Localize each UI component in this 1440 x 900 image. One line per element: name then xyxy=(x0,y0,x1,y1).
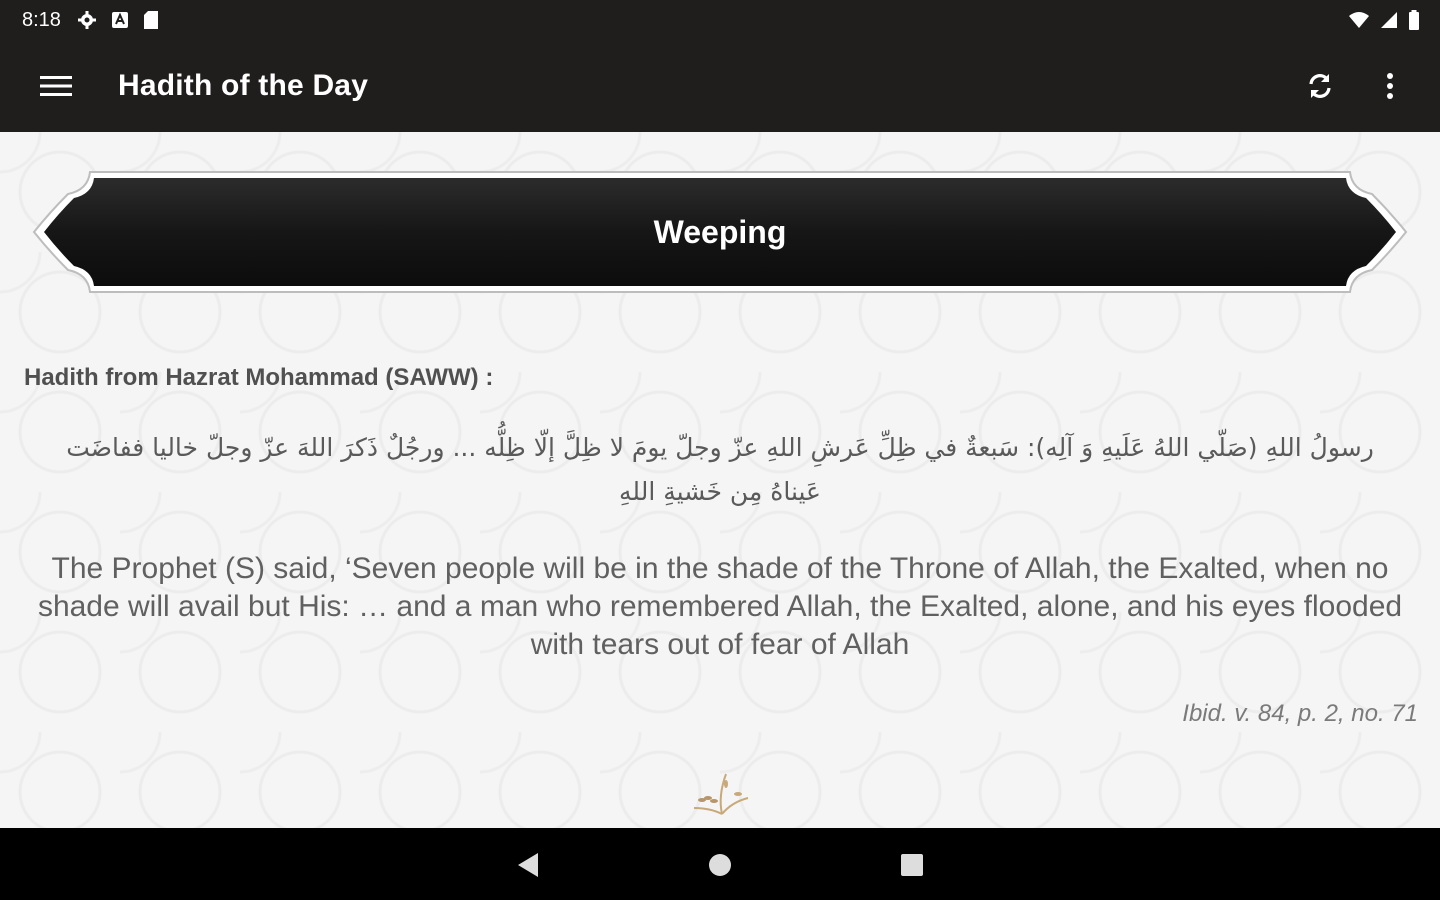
sd-card-icon xyxy=(143,10,159,30)
nav-back-button[interactable] xyxy=(512,848,546,882)
notification-a-icon xyxy=(111,11,129,29)
reference-citation: Ibid. v. 84, p. 2, no. 71 xyxy=(1182,700,1418,727)
system-navigation-bar xyxy=(0,828,1440,900)
nav-home-button[interactable] xyxy=(703,848,737,882)
narrator-label: Hadith from Hazrat Mohammad (SAWW) : xyxy=(24,364,494,391)
app-title: Hadith of the Day xyxy=(118,69,369,102)
battery-icon xyxy=(1408,10,1420,30)
back-triangle-icon xyxy=(516,851,542,879)
app-bar xyxy=(0,40,1440,132)
cell-signal-icon xyxy=(1380,11,1398,29)
hamburger-menu-icon xyxy=(40,74,72,98)
topic-banner xyxy=(30,168,1410,296)
status-time: 8:18 xyxy=(22,8,61,31)
hadith-content xyxy=(0,132,1440,828)
overflow-menu-button[interactable] xyxy=(1370,66,1410,106)
menu-button[interactable] xyxy=(36,66,76,106)
arabic-text: رسولُ اللهِ (صَلّي اللهُ عَلَيهِ وَ آلِه): سَبعةٌ في ظِلِّ عَرشِ اللهِ عزّ وجلّ يومَ لا ظِلَّ إلّا ظِلُّه ... ورجُلٌ ذَكرَ اللهَ عزّ وجلّ خاليا ففاضَت عَيناهُ مِن خَشيةِ اللهِ xyxy=(66,433,1374,506)
status-bar xyxy=(0,0,1440,40)
settings-icon xyxy=(77,10,97,30)
more-vert-icon xyxy=(1385,71,1395,101)
refresh-icon xyxy=(1305,71,1335,101)
app-bar-actions xyxy=(1300,66,1410,106)
nav-recents-button[interactable] xyxy=(895,848,929,882)
wifi-icon xyxy=(1348,11,1370,29)
refresh-button[interactable] xyxy=(1300,66,1340,106)
status-left-icons xyxy=(77,10,159,30)
recents-square-icon xyxy=(900,853,924,877)
home-circle-icon xyxy=(707,852,733,878)
topic-title: Weeping xyxy=(653,214,787,250)
english-translation: The Prophet (S) said, ‘Seven people will be in the shade of the Throne of Allah, the Exalted, when no shade will avail but His: … and a man who remembered Allah, the Exalted, alone, and his eyes flooded with tears out of fear of Allah xyxy=(37,552,1403,661)
status-right-icons xyxy=(1348,10,1420,30)
wheat-ornament-icon xyxy=(688,768,752,818)
